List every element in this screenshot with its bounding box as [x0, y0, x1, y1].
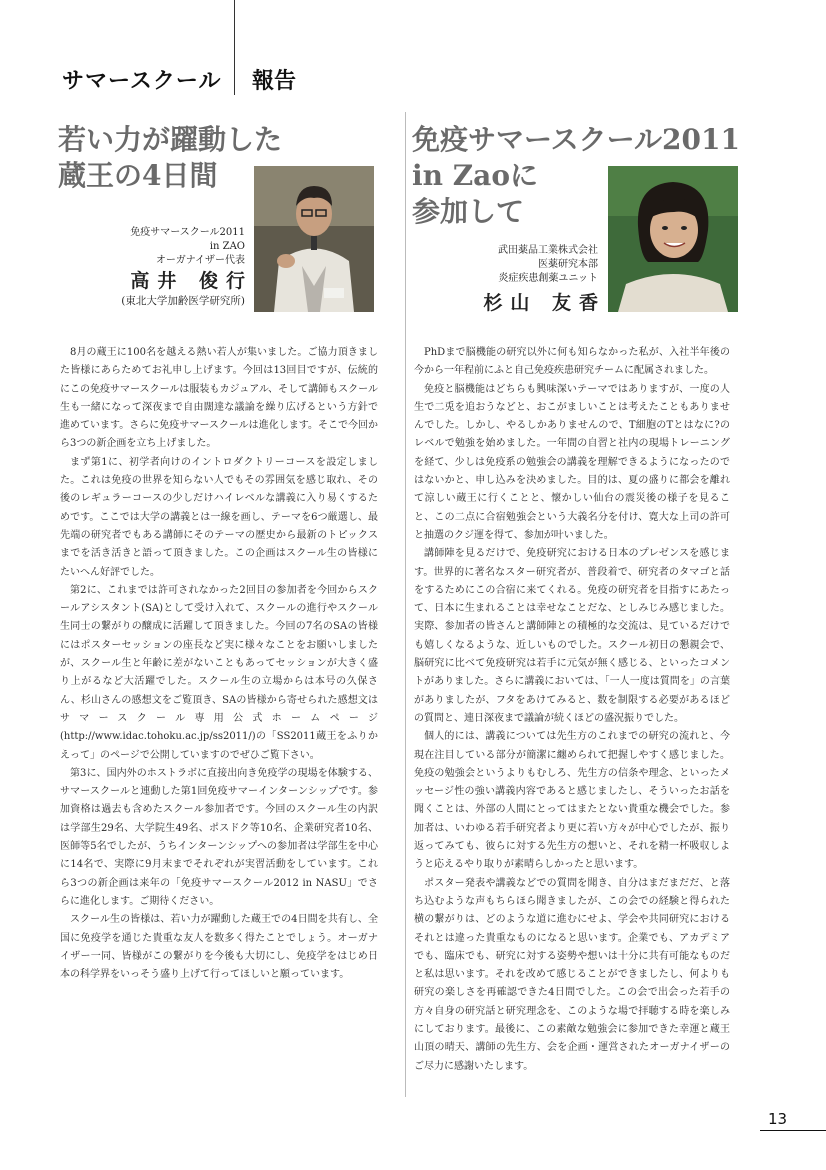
section-title: サマースクール [62, 69, 222, 94]
byline-line: 武田薬品工業株式会社 [498, 245, 598, 256]
paragraph: PhDまで脳機能の研究以外に何も知らなかった私が、入社半年後の今から一年程前にふと自己免疫疾患研究チームに配属されました。 [414, 347, 730, 377]
author-photo-sugiyama [608, 166, 738, 312]
right-headline-line: 参加して [412, 195, 525, 228]
paragraph: 第2に、これまでは許可されなかった2回目の参加者を今回からスクールアシスタント(SA)として受け入れて、スクールの進行やスクール生同士の繋がりの醸成に活躍して頂きました。今回の7名のSAの皆様にはポスターセッションの座長など実に様々なことをお願いしましたが、スクール生と年齢に差がないこともあってセッションが大きく盛り上がるなど大活躍でした。スクール生の立場からは本号の久保さん、杉山さんの感想文をご覧頂き、SAの皆様から寄せられた感想文はサマースクール専用公式ホームページ(http://www.idac.tohoku.ac.jp/ss2011/)の「SS2011蔵王をふりかえって」のページで公開していますのでぜひご覧下さい。 [60, 584, 378, 761]
byline-line: オーガナイザー代表 [155, 255, 245, 266]
left-headline-line: 若い力が躍動した [58, 123, 283, 156]
left-article-body [60, 344, 378, 984]
left-headline-line: 蔵王の4日間 [58, 159, 218, 192]
paragraph: 第3に、国内外のホストラボに直接出向き免疫学の現場を体験する、サマースクールと連動した第1回免疫サマーインターンシップです。参加資格は過去も含めたスクール参加者です。今回のスクール生の内訳は学部生29名、大学院生49名、ポスドク等10名、企業研究者10名、医師等5名でしたが、うちインターンシップへの参加者は学部生を中心に14名で、実際に9月末までそれぞれが実習活動をしています。これら3つの新企画は来年の「免疫サマースクール2012 in NASU」でさらに進化します。ご期待ください。 [60, 767, 378, 907]
paragraph: まず第1に、初学者向けのイントロダクトリーコースを設定しました。これは免疫の世界を知らない人でもその雰囲気を感じ取れ、その後のレギュラーコースの少しだけハイレベルな講義に入り易くするためです。ここでは大学の講義とは一線を画し、テーマを6つ厳選し、最先端の研究者でもある講師にそのテーマの歴史から最新のトピックスまでを活き活きと語って頂きました。この企画はスクール生の皆様にたいへん好評でした。 [60, 456, 378, 578]
page-number-rule [760, 1130, 826, 1131]
author-affiliation: (東北大学加齢医学研究所) [121, 295, 245, 307]
right-headline-line: in Zaoに [412, 159, 539, 192]
paragraph: 個人的には、講義については先生方のこれまでの研究の流れと、今現在注目している部分が簡潔に纏められて把握しやすく感じました。免疫の勉強会というよりもむしろ、先生方の信条や理念、といったメッセージ性の強い講義内容であると感じましたし、そういったお話を聞くことは、外部の人間にとってはまたとない貴重な機会でした。参加者は、いわゆる若手研究者より更に若い方々が中心でしたが、振り返ってみても、彼らに対する先生方の想いと、それを精一杯吸収しようと応えるやり取りが素晴らしかったと思います。 [414, 731, 730, 871]
left-headline [58, 122, 282, 194]
paragraph: 8月の蔵王に100名を越える熱い若人が集いました。ご協力頂きました皆様にあらためてお礼申し上げます。今回は13回目ですが、伝統的にこの免疫サマースクールは服装もカジュアル、そして講師もスクール生も一緒になって深夜まで自由闊達な議論を繰り広げるという方針で進めています。さらに免疫サマースクールは進化します。そこで今回から3つの新企画を立ち上げました。 [60, 347, 378, 450]
page-number: 13 [768, 1110, 788, 1128]
byline-line: in ZAO [209, 241, 245, 252]
paragraph: スクール生の皆様は、若い力が躍動した蔵王での4日間を共有し、全国に免疫学を通じた貴重な友人を数多く得たことでしょう。オーガナイザー一同、皆様がこの繋がりを今後も大切にし、免疫学をはじめ日本の科学界をいっそう盛り上げて行ってほしいと願っています。 [60, 914, 378, 981]
author-name: 高井 俊行 [130, 270, 253, 292]
left-byline [110, 226, 253, 308]
paragraph: ポスター発表や講義などでの質問を聞き、自分はまだまだだ、と落ち込むような声もちらほら聞きましたが、この会での経験と得られた横の繋がりは、どのような道に進むにせよ、学会や共同研究におけるそれとは違った貴重なものになると思います。企業でも、アカデミアでも、臨床でも、研究に対する姿勢や想いは十分に共有可能なものだと私は思います。それを改めて感じることができましたし、何よりも研究の楽しさを再確認できた4日間でした。この会で出会った若手の方々自身の研究話と研究理念を、このような場で拝聴する時を楽しみにしております。最後に、この素敵な勉強会に参加できた幸運と蔵王山頂の晴天、講師の先生方、会を企画・運営されたオーガナイザーのご尽力に感謝いたします。 [414, 877, 730, 1072]
right-article-body [414, 344, 730, 1076]
author-photo-takai [254, 166, 374, 312]
byline-line: 免疫サマースクール2011 [130, 227, 245, 238]
paragraph: 講師陣を見るだけで、免疫研究における日本のプレゼンスを感じます。世界的に著名なスター研究者が、普段着で、研究者のタマゴと話をするためにこの合宿に来てくれる。免疫の研究者を目指すにあたって、日本に生まれることは幸せなことだな、としみじみ感じました。実際、参加者の皆さんと講師陣との積極的な交流は、見ているだけでも嬉しくなるような、近しいものでした。スクール初日の懇親会で、脳研究に比べて免疫研究は若手に元気が無く感じる、といったコメントがありました。さらに講義においては、「一人一度は質問を」の言葉がありましたが、フタをあけてみると、数を制限する必要があるほどの質問と、連日深夜まで議論が続くほどの盛況振りでした。 [414, 548, 730, 724]
column-divider [405, 112, 406, 1097]
byline-line: 医薬研究本部 [538, 259, 598, 270]
right-headline-line: 免疫サマースクール2011 [412, 123, 740, 156]
section-subtitle: 報告 [252, 69, 297, 94]
byline-line: 炎症疾患創薬ユニット [498, 273, 598, 284]
right-byline [450, 244, 606, 316]
header-divider [234, 0, 235, 95]
paragraph: 免疫と脳機能はどちらも興味深いテーマではありますが、一度の人生で二兎を追おうなどと、おこがましいことは考えたこともありませんでした。しかし、やるしかありませんので、T細胞のTとはなに?のレベルで勉強を始めました。一年間の自習と社内の現場トレーニングを経て、少しは免疫系の勉強会の講義を理解できるようになったのではないかと、申し込みを決めました。目的は、夏の盛りに都会を離れて涼しい蔵王に行くことと、懐かしい仙台の震災後の様子を見ること、この二点に合宿勉強会という大義名分を付け、寛大な上司の許可と抽選のクジ運を得て、参加が叶いました。 [414, 383, 730, 541]
author-name: 杉山 友香 [483, 292, 606, 314]
